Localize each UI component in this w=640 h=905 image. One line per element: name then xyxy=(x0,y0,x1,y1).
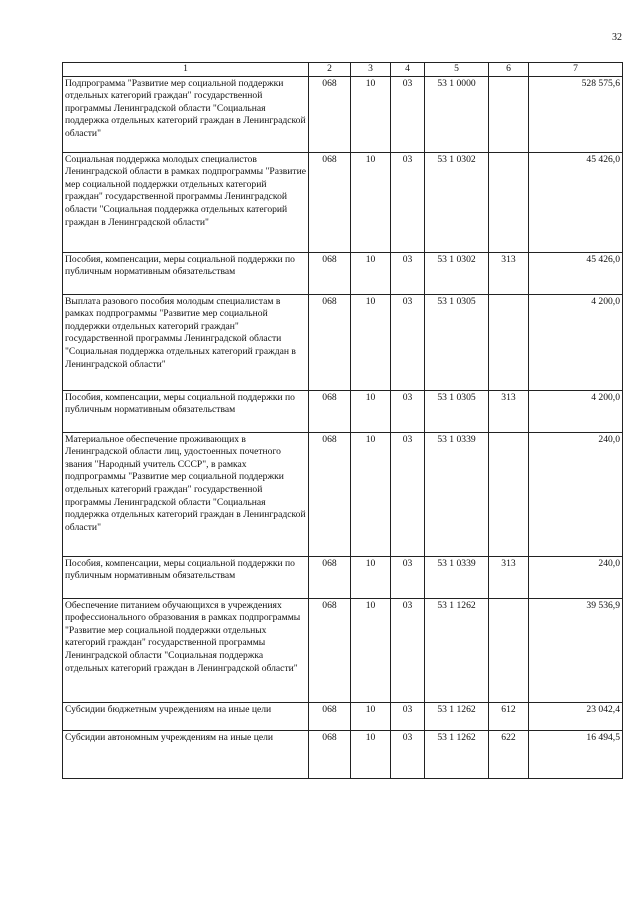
row-admin-code: 068 xyxy=(309,152,351,252)
column-header-3: 3 xyxy=(351,63,391,77)
row-admin-code: 068 xyxy=(309,294,351,390)
row-expense-type: 612 xyxy=(489,702,529,730)
column-header-4: 4 xyxy=(391,63,425,77)
row-amount: 23 042,4 xyxy=(529,702,623,730)
row-target-article: 53 1 0302 xyxy=(425,252,489,294)
table-header-row xyxy=(63,63,623,77)
row-target-article: 53 1 0305 xyxy=(425,294,489,390)
row-subsection: 03 xyxy=(391,152,425,252)
row-subsection: 03 xyxy=(391,432,425,556)
row-subsection: 03 xyxy=(391,702,425,730)
budget-table xyxy=(62,62,623,779)
row-expense-type: 313 xyxy=(489,252,529,294)
row-subsection: 03 xyxy=(391,252,425,294)
table-row xyxy=(63,390,623,432)
row-admin-code: 068 xyxy=(309,702,351,730)
row-target-article: 53 1 1262 xyxy=(425,730,489,778)
row-target-article: 53 1 0305 xyxy=(425,390,489,432)
table-row xyxy=(63,432,623,556)
row-section: 10 xyxy=(351,556,391,598)
row-target-article: 53 1 0339 xyxy=(425,432,489,556)
row-admin-code: 068 xyxy=(309,432,351,556)
row-section: 10 xyxy=(351,432,391,556)
row-subsection: 03 xyxy=(391,76,425,152)
row-section: 10 xyxy=(351,598,391,702)
row-amount: 45 426,0 xyxy=(529,152,623,252)
column-header-6: 6 xyxy=(489,63,529,77)
row-name: Материальное обеспечение проживающих в Ленинградской области лиц, удостоенных почетного звания "Народный учитель СССР", в рамках подпрограммы "Развитие мер социальной поддержки отдельных категорий граждан" государственной программы Ленинградской области "Социальная поддержка отдельных категорий граждан в Ленинградской области" xyxy=(63,432,309,556)
row-expense-type: 313 xyxy=(489,390,529,432)
table-row xyxy=(63,702,623,730)
table-row xyxy=(63,252,623,294)
row-admin-code: 068 xyxy=(309,730,351,778)
row-subsection: 03 xyxy=(391,730,425,778)
row-expense-type xyxy=(489,152,529,252)
row-amount: 16 494,5 xyxy=(529,730,623,778)
row-target-article: 53 1 0000 xyxy=(425,76,489,152)
row-expense-type xyxy=(489,294,529,390)
row-amount: 240,0 xyxy=(529,556,623,598)
row-section: 10 xyxy=(351,252,391,294)
table-row xyxy=(63,76,623,152)
row-target-article: 53 1 1262 xyxy=(425,702,489,730)
table-row xyxy=(63,598,623,702)
row-section: 10 xyxy=(351,294,391,390)
row-subsection: 03 xyxy=(391,390,425,432)
row-amount: 4 200,0 xyxy=(529,294,623,390)
row-section: 10 xyxy=(351,76,391,152)
row-section: 10 xyxy=(351,702,391,730)
row-name: Субсидии автономным учреждениям на иные цели xyxy=(63,730,309,778)
column-header-2: 2 xyxy=(309,63,351,77)
table-row xyxy=(63,730,623,778)
row-subsection: 03 xyxy=(391,598,425,702)
row-expense-type xyxy=(489,76,529,152)
table-row xyxy=(63,152,623,252)
row-admin-code: 068 xyxy=(309,390,351,432)
row-target-article: 53 1 1262 xyxy=(425,598,489,702)
table-row xyxy=(63,294,623,390)
row-admin-code: 068 xyxy=(309,556,351,598)
row-subsection: 03 xyxy=(391,556,425,598)
row-expense-type: 313 xyxy=(489,556,529,598)
row-amount: 528 575,6 xyxy=(529,76,623,152)
row-amount: 4 200,0 xyxy=(529,390,623,432)
column-header-5: 5 xyxy=(425,63,489,77)
row-section: 10 xyxy=(351,152,391,252)
row-name: Выплата разового пособия молодым специалистам в рамках подпрограммы "Развитие мер социальной поддержки отдельных категорий граждан" государственной программы Ленинградской области "Социальная поддержка отдельных категорий граждан в Ленинградской области" xyxy=(63,294,309,390)
row-admin-code: 068 xyxy=(309,252,351,294)
row-name: Обеспечение питанием обучающихся в учреждениях профессионального образования в рамках подпрограммы "Развитие мер социальной поддержки отдельных категорий граждан" государственной программы Ленинградской области "Социальная поддержка отдельных категорий граждан в Ленинградской области" xyxy=(63,598,309,702)
column-header-1: 1 xyxy=(63,63,309,77)
row-section: 10 xyxy=(351,730,391,778)
row-name: Пособия, компенсации, меры социальной поддержки по публичным нормативным обязательствам xyxy=(63,390,309,432)
row-amount: 45 426,0 xyxy=(529,252,623,294)
row-name: Социальная поддержка молодых специалистов Ленинградской области в рамках подпрограммы "Развитие мер социальной поддержки отдельных категорий граждан" государственной программы Ленинградской области "Социальная поддержка отдельных категорий граждан в Ленинградской области" xyxy=(63,152,309,252)
row-expense-type xyxy=(489,432,529,556)
column-header-7: 7 xyxy=(529,63,623,77)
row-name: Пособия, компенсации, меры социальной поддержки по публичным нормативным обязательствам xyxy=(63,252,309,294)
row-target-article: 53 1 0339 xyxy=(425,556,489,598)
table-row xyxy=(63,556,623,598)
row-amount: 39 536,9 xyxy=(529,598,623,702)
page-number: 32 xyxy=(612,32,622,43)
row-name: Пособия, компенсации, меры социальной поддержки по публичным нормативным обязательствам xyxy=(63,556,309,598)
row-admin-code: 068 xyxy=(309,598,351,702)
row-name: Субсидии бюджетным учреждениям на иные цели xyxy=(63,702,309,730)
row-expense-type xyxy=(489,598,529,702)
row-subsection: 03 xyxy=(391,294,425,390)
row-expense-type: 622 xyxy=(489,730,529,778)
row-target-article: 53 1 0302 xyxy=(425,152,489,252)
row-section: 10 xyxy=(351,390,391,432)
row-admin-code: 068 xyxy=(309,76,351,152)
row-name: Подпрограмма "Развитие мер социальной поддержки отдельных категорий граждан" государственной программы Ленинградской области "Социальная поддержка отдельных категорий граждан в Ленинградской области" xyxy=(63,76,309,152)
row-amount: 240,0 xyxy=(529,432,623,556)
